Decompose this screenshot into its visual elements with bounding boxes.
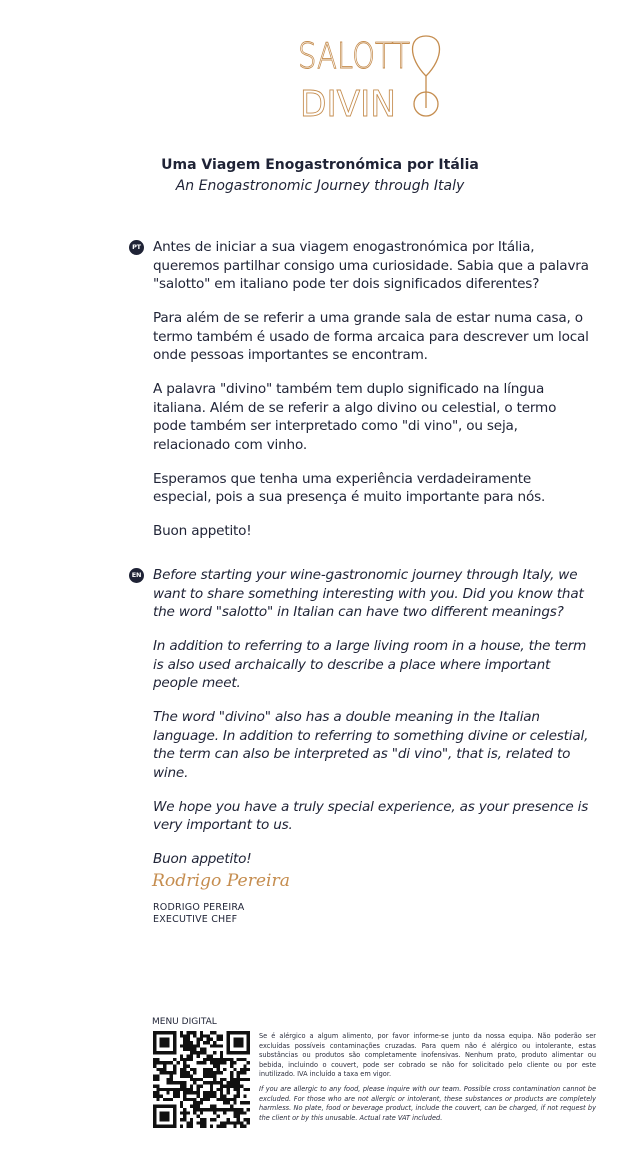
menu-qr-code[interactable] [153,1031,250,1128]
pt-language-badge: PT [129,240,144,255]
salotto-divino-logo [296,28,446,124]
allergy-notice-en: If you are allergic to any food, please inquire with our team. Possible cross contamination cannot be excluded. For those who are not allergic or intolerant, these substances or products are completely harmless. No plate, food or beverage product, include the couvert, can be charged, if not request by the client or by this unusable. Actual rate VAT included. [259,1084,596,1122]
allergy-notice-pt: Se é alérgico a algum alimento, por favor informe-se junto da nossa equipa. Não poderão ser excluídas possíveis contaminações cruzadas. Para quem não é alérgico ou intolerante, estas substâncias ou produtos são completamente inofensivas. Nenhum prato, produto alimentar ou bebida, incluindo o couvert, pode ser cobrado se não for solicitado pelo cliente ou por este inutilizado. IVA incluído a taxa em vigor. [259,1032,596,1079]
english-section [131,566,593,884]
en-paragraph: In addition to referring to a large living room in a house, the term is also used archaically to describe a place where important people meet. [153,638,587,691]
pt-paragraph: Antes de iniciar a sua viagem enogastronómica por Itália, queremos partilhar consigo uma curiosidade. Sabia que a palavra "salotto" em italiano pode ter dois significados diferentes? [153,239,589,292]
menu-digital-label: MENU DIGITAL [152,1017,217,1027]
pt-paragraph: Buon appetito! [153,523,252,539]
portuguese-section [132,238,593,556]
en-paragraph: Before starting your wine-gastronomic journey through Italy, we want to share something interesting with you. Did you know that the word "salotto" in Italian can have two different meanings? [153,567,584,620]
pt-paragraph: Esperamos que tenha uma experiência verdadeiramente especial, pois a sua presença é muito importante para nós. [153,470,546,505]
page-subtitle: An Enogastronomic Journey through Italy [175,178,465,194]
en-paragraph: The word "divino" also has a double meaning in the Italian language. In addition to referring to something divine or celestial, the term can also be interpreted as "di vino", that is, related to wine. [153,709,589,781]
pt-paragraph: Para além de se referir a uma grande sala de estar numa casa, o termo também é usado de forma arcaica para descrever um local onde pessoas importantes se encontram. [153,310,589,363]
chef-credit [153,902,245,926]
svg-text:Rodrigo Pereira: Rodrigo Pereira [150,871,290,891]
chef-signature [150,862,300,896]
pt-paragraph: A palavra "divino" também tem duplo significado na língua italiana. Além de se referir a algo divino ou celestial, o termo pode também ser interpretado como "di vino", ou seja, relacionado com vinho. [153,381,557,453]
allergy-notice [259,1032,596,1128]
svg-text:SALOTT: SALOTT [298,36,411,77]
en-paragraph: Buon appetito! [153,851,252,867]
chef-role: EXECUTIVE CHEF [153,914,238,925]
en-language-badge: EN [129,568,144,583]
en-paragraph: We hope you have a truly special experience, as your presence is very important to us. [153,798,589,833]
chef-name: RODRIGO PEREIRA [153,902,245,913]
svg-text:DIVIN: DIVIN [300,84,396,124]
page-title: Uma Viagem Enogastronómica por Itália [161,157,479,173]
